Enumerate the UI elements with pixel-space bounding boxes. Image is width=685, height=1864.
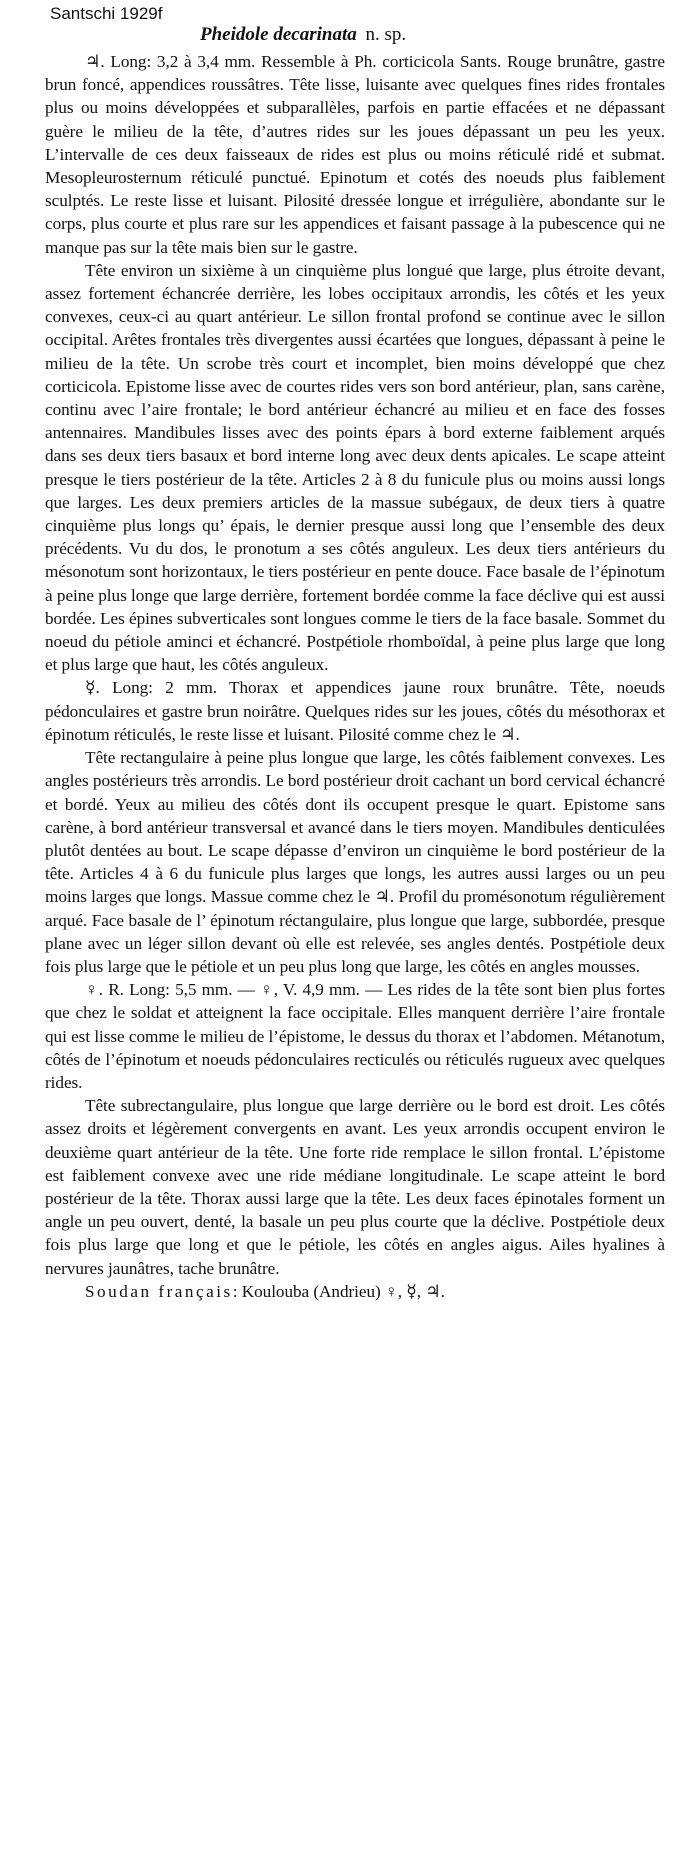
species-title <box>200 24 406 46</box>
soldier-description-paragraph: ♃. Long: 3,2 à 3,4 mm. Ressemble à Ph. corticicola Sants. Rouge brunâtre, gastre brun foncé, appendices roussâtres. Tête lisse, luisante avec quelques fines rides frontales plus ou moins développées et subparallèles, parfois en partie effacées et ne dépassant guère le milieu de la tête, d’autres rides sur les joues dépassant un peu les yeux. L’intervalle de ces deux faisseaux de rides est plus ou moins réticulé ridé et submat. Mesopleurosternum réticulé punctué. Epinotum et cotés des noeuds plus faiblement sculptés. Le reste lisse et luisant. Pilosité dressée longue et irrégulière, abondante sur le corps, plus courte et plus rare sur les appendices et faisant passage à la pubescence qui ne manque pas sur la tête mais bien sur le gastre. <box>45 52 665 257</box>
locality-details: : Koulouba (Andrieu) ♀, ☿, ♃. <box>232 1281 445 1301</box>
description-body <box>45 50 665 1303</box>
citation-label: Santschi 1929f <box>50 4 163 23</box>
locality-line <box>45 1280 665 1303</box>
worker-description-paragraph: ☿. Long: 2 mm. Thorax et appendices jaune roux brunâtre. Tête, noeuds pédonculaires et gastre brun noirâtre. Quelques rides sur les joues, côtés du mésothorax et épinotum réticulés, le reste lisse et luisant. Pilosité comme chez le ♃. <box>45 678 665 744</box>
queen-description-paragraph: ♀. R. Long: 5,5 mm. — ♀, V. 4,9 mm. — Les rides de la tête sont bien plus fortes que chez le soldat et atteignent la face occipitale. Elles manquent derrière l’aire frontale qui est lisse comme le milieu de l’épistome, le dessus du thorax et l’abdomen. Métanotum, côtés de l’épinotum et noeuds pédonculaires recticulés ou réticulés rugueux avec quelques rides. <box>45 980 665 1092</box>
worker-head-paragraph: Tête rectangulaire à peine plus longue que large, les côtés faiblement convexes. Les angles postérieurs très arrondis. Le bord postérieur droit cachant un bord cervical échancré et bordé. Yeux au milieu des côtés dont ils occupent presque le quart. Epistome sans carène, à bord antérieur transversal et avancé dans le tiers moyen. Mandibules denticulées plutôt dentées au bout. Le scape dépasse d’environ un cinquième le bord postérieur de la tête. Articles 4 à 6 du funicule plus larges que longs, les autres aussi larges ou un peu moins larges que longs. Massue comme chez le ♃. Profil du promésonotum régulièrement arqué. Face basale de l’ épinotum réctangulaire, plus longue que large, subbordée, presque plane avec un léger sillon devant où elle est relevée, ses angles dentés. Postpétiole deux fois plus large que le pétiole et un peu plus long que large, les côtés en angles mousses. <box>45 748 665 976</box>
species-tag: n. sp. <box>365 24 407 45</box>
species-name: Pheidole decarinata <box>200 24 357 45</box>
queen-head-paragraph: Tête subrectangulaire, plus longue que large derrière ou le bord est droit. Les côtés assez droits et légèrement convergents en avant. Les yeux arrondis occupent environ le deuxième quart antérieur de la tête. Une forte ride remplace le sillon frontal. L’épistome est faiblement convexe avec une ride médiane longitudinale. Le scape atteint le bord postérieur de la tête. Thorax aussi large que la tête. Les deux faces épinotales forment un angle un peu ouvert, denté, la basale un peu plus courte que la déclive. Postpétiole deux fois plus large que long et que le pétiole, les côtés en angles aigus. Ailes hyalines à nervures jaunâtres, tache brunâtre. <box>45 1096 665 1278</box>
locality-region: Soudan français <box>85 1281 233 1301</box>
soldier-head-paragraph: Tête environ un sixième à un cinquième plus longué que large, plus étroite devant, assez fortement échancrée derrière, les lobes occipitaux arrondis, les côtés et les yeux convexes, ceux-ci au quart antérieur. Le sillon frontal profond se continue avec le sillon occipital. Arêtes frontales très divergentes aussi écartées que longues, dépassant à peine le milieu de la tête. Un scrobe très court et incomplet, bien moins développé que chez corticicola. Epistome lisse avec de courtes rides vers son bord antérieur, plan, sans carène, continu avec l’aire frontale; le bord antérieur échancré au milieu et en face des fosses antennaires. Mandibules lisses avec des points épars à bord externe faiblement arqués dans ses deux tiers basaux et bord interne long avec deux dents apicales. Le scape atteint presque le tiers postérieur de la tête. Articles 2 à 8 du funicule plus ou moins aussi longs que larges. Les deux premiers articles de la massue subégaux, de deux tiers à quatre cinquième plus longs qu’ épais, le dernier presque aussi long que l’ensemble des deux précédents. Vu du dos, le pronotum a ses côtés anguleux. Les deux tiers antérieurs du mésonotum sont horizontaux, le tiers postérieur en pente douce. Face basale de l’épinotum à peine plus longe que large derrière, fortement bordée comme la face déclive qui est aussi bordée. Les épines subverticales sont longues comme le tiers de la face basale. Sommet du noeud du pétiole aminci et échancré. Postpétiole rhomboïdal, à peine plus large que long et plus large que haut, les côtés anguleux. <box>45 260 665 675</box>
